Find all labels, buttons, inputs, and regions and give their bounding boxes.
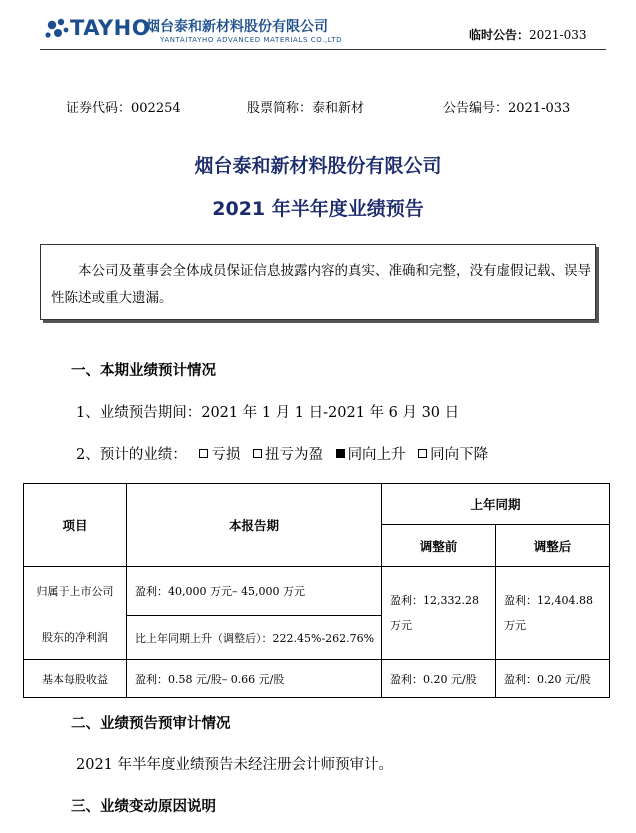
row1-label-line2: 股东的净利润: [24, 616, 127, 660]
header-before-adjustment: 调整前: [382, 525, 496, 567]
checkbox-loss: [199, 449, 208, 458]
header-after-adjustment: 调整后: [496, 525, 610, 567]
row2-prior-after: 盈利：0.20 元/股: [496, 660, 610, 698]
header-item: 项目: [24, 484, 127, 567]
section3-heading: 三、业绩变动原因说明: [71, 799, 216, 815]
section2-text: 2021 年半年度业绩预告未经注册会计师预审计。: [76, 757, 394, 773]
temporary-announcement-label: [469, 26, 587, 43]
document-title-company: 烟台泰和新材料股份有限公司: [194, 155, 442, 177]
checkbox-increase: [336, 449, 345, 458]
row2-current-eps: 盈利：0.58 元/股– 0.66 元/股: [127, 660, 382, 698]
option-turnaround: 扭亏为盈: [264, 447, 323, 463]
header-current-period: 本报告期: [127, 484, 382, 567]
forecast-table: [23, 483, 610, 698]
announcement-number: 公告编号：2021-033: [443, 101, 571, 116]
document-title: 2021 年半年度业绩预告: [212, 198, 424, 220]
row1-prior-after: 盈利：12,404.88 万元: [496, 567, 610, 660]
temp-number: 2021-033: [529, 28, 587, 42]
row2-label: 基本每股收益: [24, 660, 127, 698]
header-prior-period: 上年同期: [382, 484, 610, 525]
temp-label: 临时公告：: [469, 28, 530, 42]
checkbox-turnaround: [253, 449, 262, 458]
option-decrease: 同向下降: [430, 447, 489, 463]
option-increase: 同向上升: [347, 447, 406, 463]
row1-current-change: 比上年同期上升（调整后）：222.45%-262.76%: [127, 616, 382, 660]
stock-short-name: 股票简称：泰和新材: [247, 101, 365, 116]
section1-heading: 一、本期业绩预计情况: [71, 363, 216, 379]
row1-label-line1: 归属于上市公司: [24, 567, 127, 616]
row1-prior-before: 盈利：12,332.28 万元: [382, 567, 496, 660]
stock-code: 证券代码：002254: [66, 101, 181, 116]
forecast-period: 1、业绩预告期间：2021 年 1 月 1 日-2021 年 6 月 30 日: [76, 405, 460, 421]
checkbox-decrease: [418, 449, 427, 458]
header-company-name-en: YANTAITAYHO ADVANCED MATERIALS CO.,LTD: [160, 36, 343, 44]
logo-wordmark: TAYHO: [70, 16, 151, 40]
row2-prior-before: 盈利：0.20 元/股: [382, 660, 496, 698]
header-divider: [40, 49, 606, 50]
row1-current-profit: 盈利：40,000 万元– 45,000 万元: [127, 567, 382, 616]
section2-heading: 二、业绩预告预审计情况: [71, 716, 231, 732]
option-loss: 亏损: [211, 447, 241, 463]
forecast-type-label: 2、预计的业绩：: [76, 447, 187, 463]
disclaimer-box: [40, 244, 596, 320]
header-company-name: 烟台泰和新材料股份有限公司: [146, 19, 328, 35]
forecast-type-row: [76, 443, 488, 464]
disclaimer-text: 本公司及董事会全体成员保证信息披露内容的真实、准确和完整，没有虚假记载、误导性陈述或重大遗漏。: [51, 263, 591, 306]
